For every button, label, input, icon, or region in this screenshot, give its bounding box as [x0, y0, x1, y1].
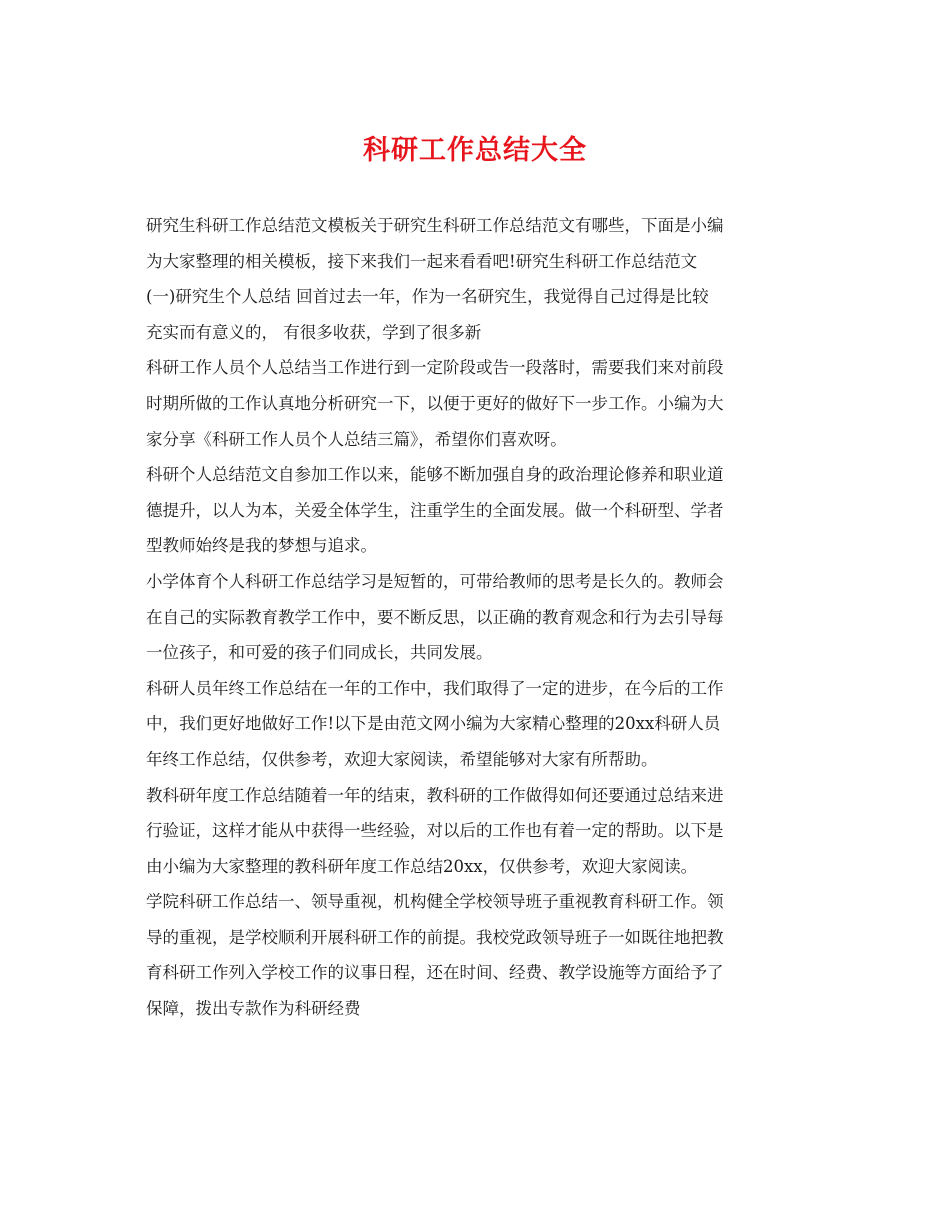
document-title: 科研工作总结大全 [363, 135, 587, 166]
text-line: 学院科研工作总结一、领导重视，机构健全学校领导班子重视教育科研工作。领 [146, 892, 724, 912]
text-line: 充实而有意义的， 有很多收获，学到了很多新 [146, 322, 482, 342]
text-line: 型教师始终是我的梦想与追求。 [146, 536, 377, 556]
text-line: 家分享《科研工作人员个人总结三篇》，希望你们喜欢呀。 [146, 429, 567, 449]
text-line: 小学体育个人科研工作总结学习是短暂的，可带给教师的思考是长久的。教师会 [146, 571, 724, 591]
text-line: 时期所做的工作认真地分析研究一下，以便于更好的做好下一步工作。小编为大 [146, 393, 724, 413]
text-line: 研究生科研工作总结范文模板关于研究生科研工作总结范文有哪些，下面是小编 [146, 216, 724, 235]
text-line: 教科研年度工作总结随着一年的结束，教科研的工作做得如何还要通过总结来进 [146, 785, 724, 805]
text-line: 科研工作人员个人总结当工作进行到一定阶段或告一段落时，需要我们来对前段 [146, 358, 724, 378]
text-line: 一位孩子，和可爱的孩子们同成长，共同发展。 [146, 643, 493, 663]
document-body [146, 208, 802, 1027]
text-line: (一)研究生个人总结 回首过去一年，作为一名研究生，我觉得自己过得是比较 [146, 287, 709, 307]
text-line: 为大家整理的相关模板，接下来我们一起来看看吧!研究生科研工作总结范文 [146, 251, 698, 271]
text-line: 保障，拨出专款作为科研经费 [146, 999, 361, 1019]
text-line: 导的重视，是学校顺利开展科研工作的前提。我校党政领导班子一如既往地把教 [146, 927, 724, 947]
text-line: 行验证，这样才能从中获得一些经验，对以后的工作也有着一定的帮助。以下是 [146, 821, 724, 841]
text-line: 中，我们更好地做好工作!以下是由范文网小编为大家精心整理的20xx科研人员 [146, 714, 721, 734]
text-line: 科研个人总结范文自参加工作以来，能够不断加强自身的政治理论修养和职业道 [146, 465, 724, 485]
text-line: 年终工作总结，仅供参考，欢迎大家阅读，希望能够对大家有所帮助。 [146, 749, 658, 769]
text-line: 由小编为大家整理的教科研年度工作总结20xx，仅供参考，欢迎大家阅读。 [146, 856, 698, 876]
text-line: 科研人员年终工作总结在一年的工作中，我们取得了一定的进步，在今后的工作 [146, 678, 724, 698]
text-line: 育科研工作列入学校工作的议事日程，还在时间、经费、教学设施等方面给予了 [146, 963, 724, 983]
text-line: 在自己的实际教育教学工作中，要不断反思，以正确的教育观念和行为去引导每 [146, 607, 724, 627]
text-line: 德提升，以人为本，关爱全体学生，注重学生的全面发展。做一个科研型、学者 [146, 500, 724, 520]
